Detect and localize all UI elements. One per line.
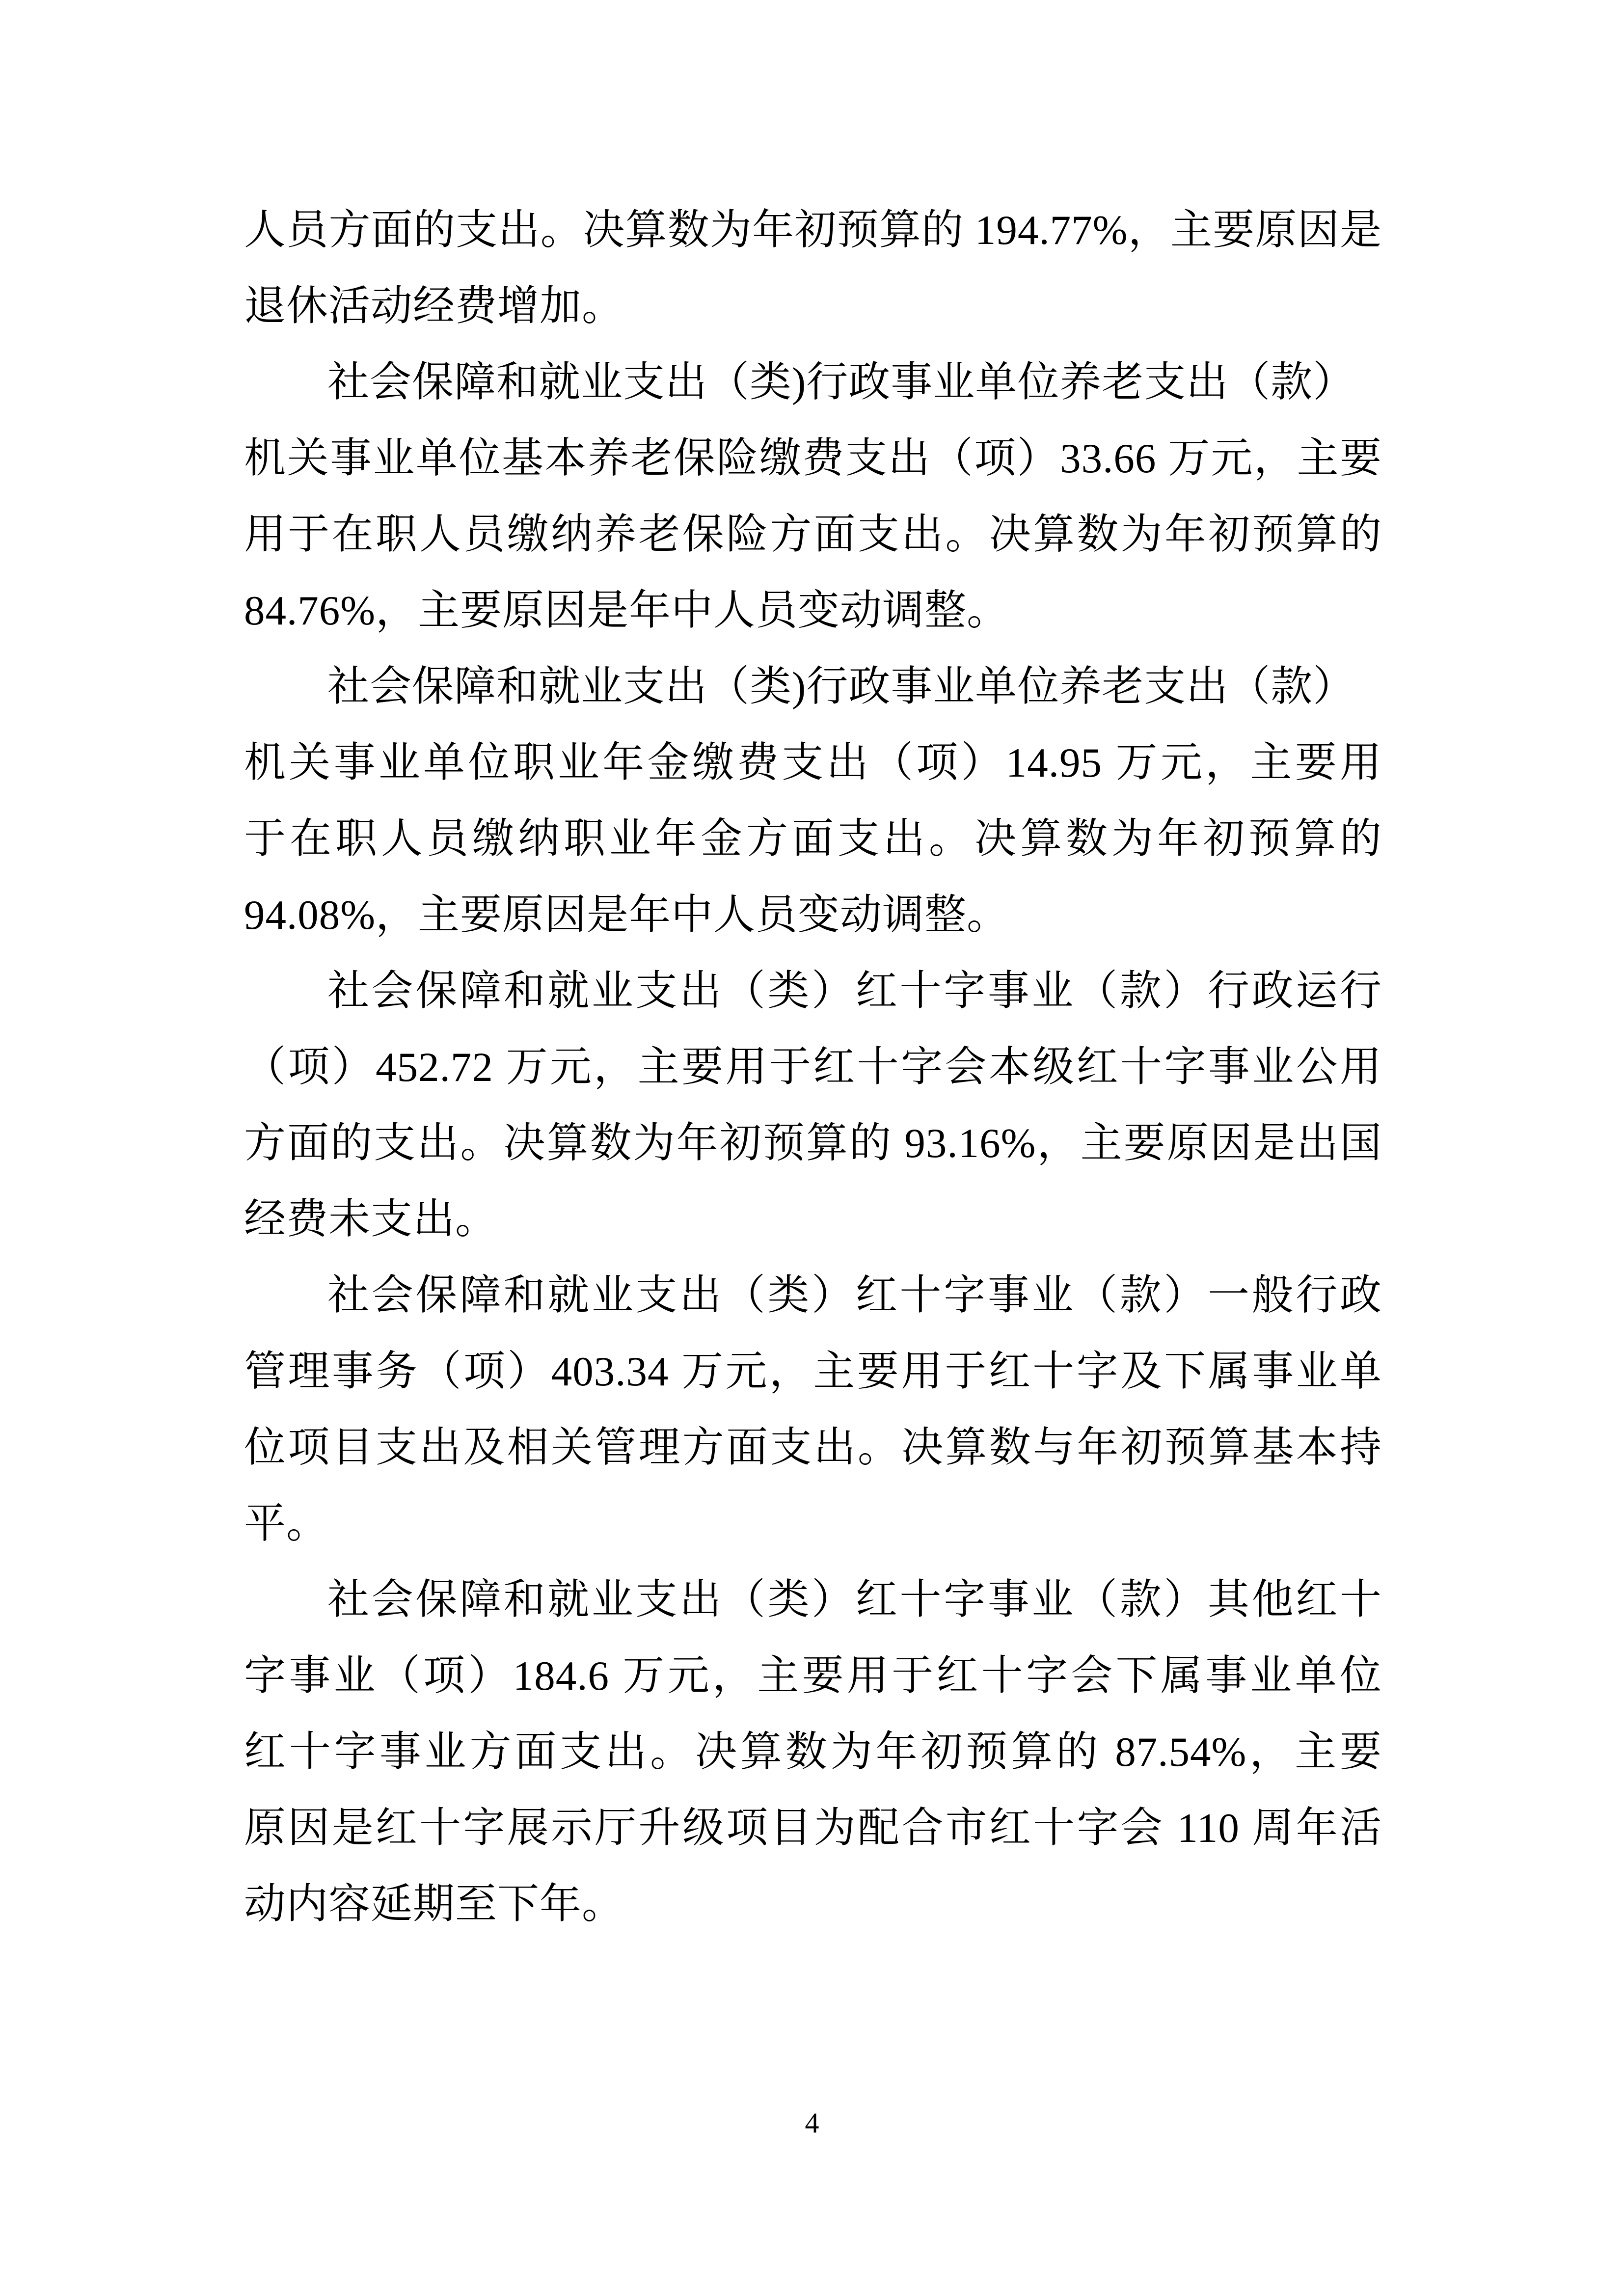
text-line: 社会保障和就业支出（类)行政事业单位养老支出（款） <box>327 664 1355 710</box>
text-line: 退休活动经费增加。 <box>244 283 624 329</box>
text-line: 用于在职人员缴纳养老保险方面支出。决算数为年初预算的 <box>244 512 1382 558</box>
text-line: 社会保障和就业支出（类)行政事业单位养老支出（款） <box>327 359 1355 405</box>
document-body <box>244 192 1382 1943</box>
text-line: 社会保障和就业支出（类）红十字事业（款）其他红十 <box>327 1577 1382 1623</box>
text-line: 84.76%，主要原因是年中人员变动调整。 <box>244 588 1009 634</box>
text-line: 位项目支出及相关管理方面支出。决算数与年初预算基本持 <box>244 1425 1382 1471</box>
text-line: 94.08%，主要原因是年中人员变动调整。 <box>244 892 1009 938</box>
text-line: 红十字事业方面支出。决算数为年初预算的 87.54%，主要 <box>244 1729 1382 1775</box>
text-line: 机关事业单位职业年金缴费支出（项）14.95 万元，主要用 <box>244 740 1382 786</box>
text-line: 字事业（项）184.6 万元，主要用于红十字会下属事业单位 <box>244 1653 1382 1699</box>
text-line: 原因是红十字展示厅升级项目为配合市红十字会 110 周年活 <box>244 1805 1382 1851</box>
text-line: 管理事务（项）403.34 万元，主要用于红十字及下属事业单 <box>244 1349 1382 1395</box>
text-line: 动内容延期至下年。 <box>244 1881 624 1927</box>
text-line: 机关事业单位基本养老保险缴费支出（项）33.66 万元，主要 <box>244 435 1382 482</box>
text-line: 经费未支出。 <box>244 1196 498 1243</box>
text-line: 于在职人员缴纳职业年金方面支出。决算数为年初预算的 <box>244 816 1382 862</box>
page-number: 4 <box>805 2107 819 2139</box>
text-line: 社会保障和就业支出（类）红十字事业（款）行政运行 <box>327 968 1382 1014</box>
text-line: （项）452.72 万元，主要用于红十字会本级红十字事业公用 <box>244 1044 1382 1090</box>
text-line: 社会保障和就业支出（类）红十字事业（款）一般行政 <box>327 1272 1382 1319</box>
text-line: 人员方面的支出。决算数为年初预算的 194.77%，主要原因是 <box>244 207 1382 253</box>
text-line: 方面的支出。决算数为年初预算的 93.16%，主要原因是出国 <box>244 1120 1382 1166</box>
text-line: 平。 <box>244 1501 329 1547</box>
